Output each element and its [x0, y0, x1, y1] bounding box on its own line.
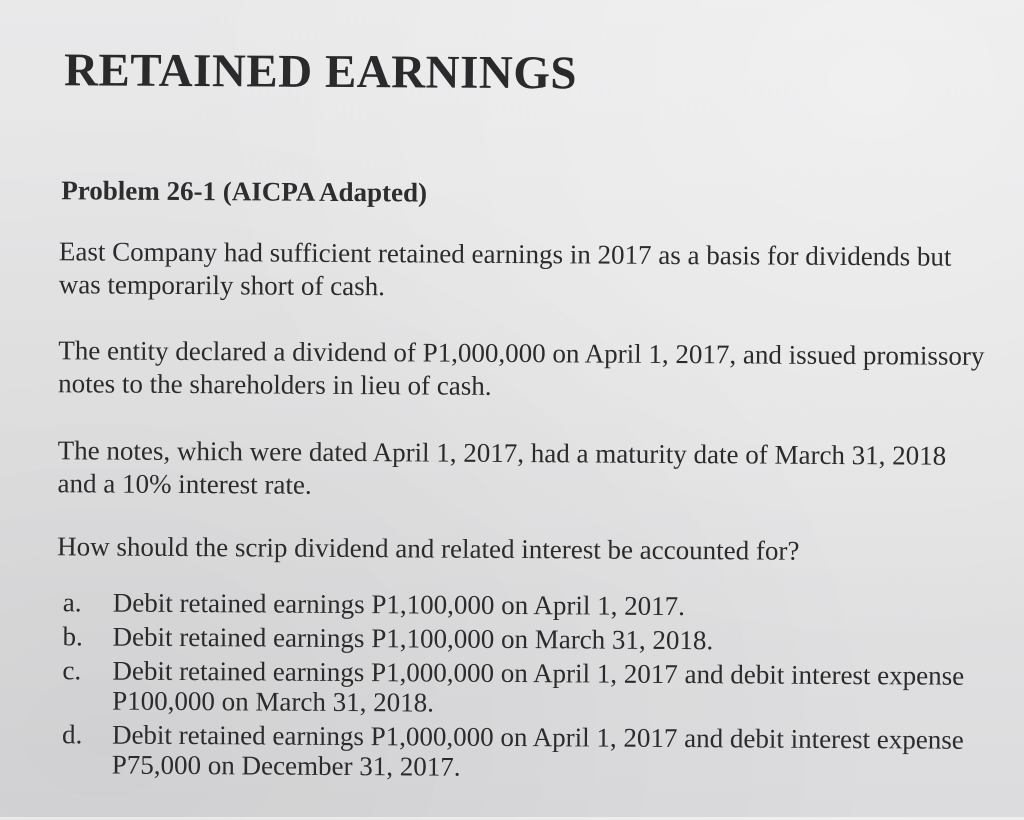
option-letter: d. — [61, 719, 83, 750]
answer-options — [56, 587, 997, 789]
option-text: Debit retained earnings P1,000,000 on April 1, 2017 and debit interest expense P100,000 on March 31, 2018. — [112, 655, 965, 718]
option-text: Debit retained earnings P1,100,000 on April 1, 2017. — [112, 587, 686, 622]
option-text: Debit retained earnings P1,000,000 on April 1, 2017 and debit interest expense P75,000 on December 31, 2017. — [111, 719, 964, 782]
problem-heading: Problem 26-1 (AICPA Adapted) — [61, 175, 428, 208]
answer-option-d — [56, 719, 996, 785]
option-text: Debit retained earnings P1,100,000 on March 31, 2018. — [112, 621, 714, 656]
answer-option-c — [56, 655, 996, 721]
page-title: RETAINED EARNINGS — [63, 44, 578, 100]
problem-question: How should the scrip dividend and related interest be accounted for? — [57, 531, 800, 566]
answer-option-b — [57, 621, 997, 657]
answer-option-a — [57, 587, 997, 623]
problem-paragraph-1: East Company had sufficient retained earnings in 2017 as a basis for dividends but was temporarily short of cash. — [58, 236, 952, 302]
problem-paragraph-3: The notes, which were dated April 1, 2017, had a maturity date of March 31, 2018 and a 10% interest rate. — [57, 435, 947, 500]
option-letter: b. — [62, 621, 83, 652]
option-letter: c. — [62, 655, 82, 686]
option-letter: a. — [62, 587, 82, 618]
problem-paragraph-2: The entity declared a dividend of P1,000,000 on April 1, 2017, and issued promissory notes to the shareholders in lieu of cash. — [58, 335, 985, 401]
